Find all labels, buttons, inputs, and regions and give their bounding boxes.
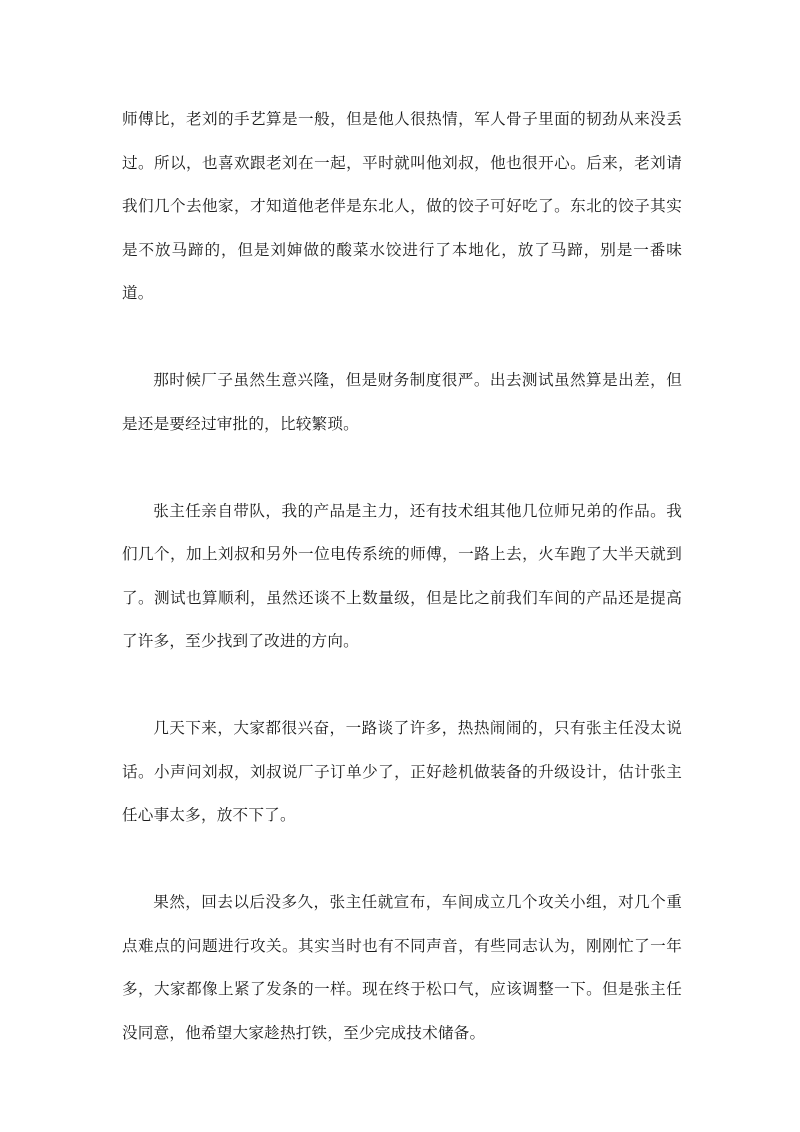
paragraph-2: 那时候厂子虽然生意兴隆，但是财务制度很严。出去测试虽然算是出差，但是还是要经过审批的，比较繁琐。 [122, 371, 682, 433]
paragraph-5: 果然，回去以后没多久，张主任就宣布，车间成立几个攻关小组，对几个重点难点的问题进行攻关。其实当时也有不同声音，有些同志认为，刚刚忙了一年多，大家都像上紧了发条的一样。现在终于松口气，应该调整一下。但是张主任没同意，他希望大家趁热打铁，至少完成技术储备。 [122, 893, 682, 1042]
paragraph-4: 几天下来，大家都很兴奋，一路谈了许多，热热闹闹的，只有张主任没太说话。小声问刘叔，刘叔说厂子订单少了，正好趁机做装备的升级设计，估计张主任心事太多，放不下了。 [122, 719, 682, 824]
document-body [122, 98, 682, 1099]
paragraph-1: 师傅比，老刘的手艺算是一般，但是他人很热情，军人骨子里面的韧劲从来没丢过。所以，也喜欢跟老刘在一起，平时就叫他刘叔，他也很开心。后来，老刘请我们几个去他家，才知道他老伴是东北人，做的饺子可好吃了。东北的饺子其实是不放马蹄的，但是刘婶做的酸菜水饺进行了本地化，放了马蹄，别是一番味道。 [122, 110, 682, 302]
paragraph-3: 张主任亲自带队，我的产品是主力，还有技术组其他几位师兄弟的作品。我们几个，加上刘叔和另外一位电传系统的师傅，一路上去，火车跑了大半天就到了。测试也算顺利，虽然还谈不上数量级，但是比之前我们车间的产品还是提高了许多，至少找到了改进的方向。 [122, 501, 682, 650]
